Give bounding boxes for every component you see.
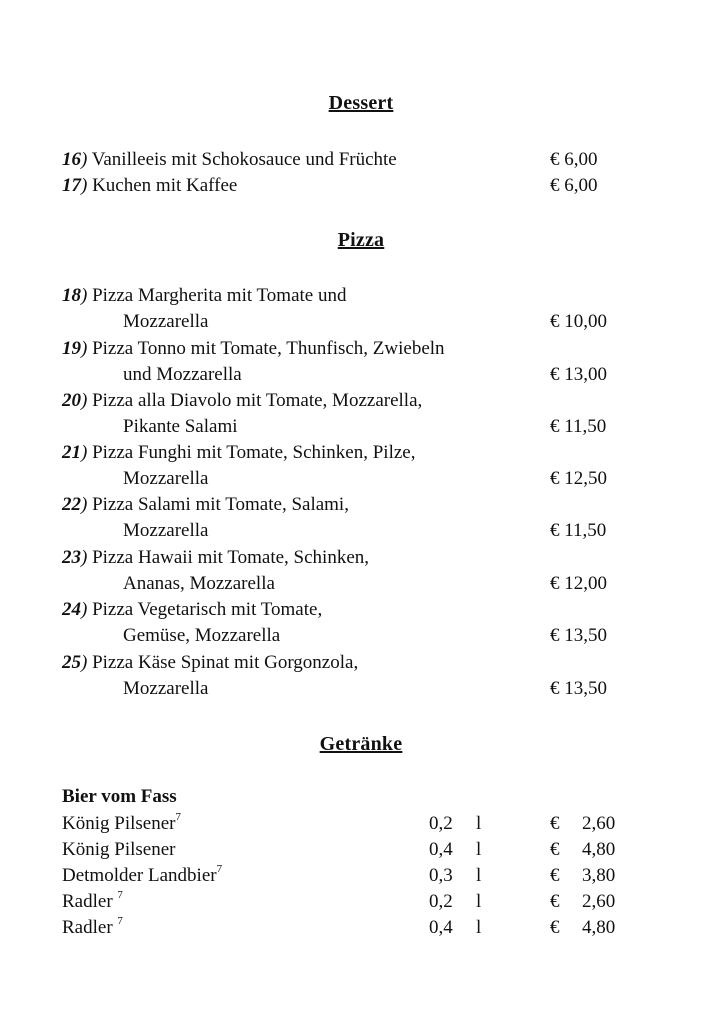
item-number: 20: [62, 390, 81, 411]
footnote-marker: 7: [216, 863, 223, 875]
item-price: € 13,50: [550, 625, 607, 646]
item-number: 19: [62, 338, 81, 359]
item-price: € 13,50: [550, 678, 607, 699]
drink-currency: €: [550, 839, 560, 860]
item-name: Pizza Hawaii mit Tomate, Schinken,: [92, 547, 369, 568]
item-price: € 13,00: [550, 364, 607, 385]
drink-price: 4,80: [582, 839, 616, 860]
item-price: € 6,00: [550, 175, 598, 196]
drink-price: 4,80: [582, 917, 616, 938]
drink-volume: 0,2: [429, 891, 453, 912]
item-name-continued: Gemüse, Mozzarella: [123, 625, 281, 646]
drink-currency: €: [550, 917, 560, 938]
item-name: Pizza alla Diavolo mit Tomate, Mozzarella,: [92, 390, 423, 411]
menu-item: 22) Pizza Salami mit Tomate, Salami,: [62, 494, 349, 515]
menu-item: 16) Vanilleeis mit Schokosauce und Früchte: [62, 149, 397, 170]
drink-unit: l: [476, 839, 482, 860]
item-number: 24: [62, 599, 81, 620]
menu-item: 17) Kuchen mit Kaffee: [62, 175, 238, 196]
menu-item: 23) Pizza Hawaii mit Tomate, Schinken,: [62, 547, 369, 568]
drink-currency: €: [550, 865, 560, 886]
item-price: € 11,50: [550, 416, 607, 437]
item-number: 18: [62, 285, 81, 306]
drink-price: 2,60: [582, 891, 616, 912]
item-name: Pizza Tonno mit Tomate, Thunfisch, Zwiebeln: [92, 338, 445, 359]
item-price: € 10,00: [550, 311, 607, 332]
item-price: € 6,00: [550, 149, 598, 170]
drink-name: Detmolder Landbier$^7$: [62, 863, 223, 886]
item-number: 16: [62, 149, 81, 170]
item-name-continued: Mozzarella: [123, 468, 209, 489]
item-name-continued: Mozzarella: [123, 311, 209, 332]
item-number: 17: [62, 175, 81, 196]
drink-volume: 0,3: [429, 865, 453, 886]
menu-item: 25) Pizza Käse Spinat mit Gorgonzola,: [62, 652, 359, 673]
item-name: Pizza Margherita mit Tomate und: [92, 285, 347, 306]
item-name-continued: Pikante Salami: [123, 416, 238, 437]
item-number: 21: [62, 442, 81, 463]
subheading-draft-beer: Bier vom Fass: [62, 786, 177, 807]
item-number: 22: [62, 494, 81, 515]
section-heading-pizza: Pizza: [337, 229, 385, 251]
item-name: Pizza Vegetarisch mit Tomate,: [92, 599, 323, 620]
drink-volume: 0,4: [429, 839, 453, 860]
drink-volume: 0,2: [429, 813, 453, 834]
item-name-continued: Mozzarella: [123, 520, 209, 541]
drink-unit: l: [476, 813, 482, 834]
drink-name: Radler $^7$: [62, 889, 123, 912]
menu-item: 24) Pizza Vegetarisch mit Tomate,: [62, 599, 323, 620]
footnote-marker: 7: [175, 811, 181, 823]
item-price: € 11,50: [550, 520, 607, 541]
item-name-continued: Ananas, Mozzarella: [123, 573, 275, 594]
menu-item: 19) Pizza Tonno mit Tomate, Thunfisch, Zwiebeln: [62, 338, 445, 359]
item-name: Kuchen mit Kaffee: [92, 175, 238, 196]
item-number: 25: [62, 652, 81, 673]
item-name: Pizza Käse Spinat mit Gorgonzola,: [92, 652, 359, 673]
item-name: Vanilleeis mit Schokosauce und Früchte: [91, 149, 397, 170]
footnote-marker: 7: [117, 889, 123, 901]
menu-item: 20) Pizza alla Diavolo mit Tomate, Mozzarella,: [62, 390, 423, 411]
menu-item: 18) Pizza Margherita mit Tomate und: [62, 285, 347, 306]
item-name: Pizza Funghi mit Tomate, Schinken, Pilze,: [92, 442, 416, 463]
section-heading-dessert: Dessert: [328, 92, 394, 114]
item-price: € 12,00: [550, 573, 607, 594]
drink-unit: l: [476, 865, 482, 886]
drink-price: 2,60: [582, 813, 616, 834]
menu-item: 21) Pizza Funghi mit Tomate, Schinken, Pilze,: [62, 442, 416, 463]
item-price: € 12,50: [550, 468, 607, 489]
drink-name: König Pilsener$^7$: [62, 811, 181, 834]
drink-unit: l: [476, 917, 482, 938]
item-name-continued: und Mozzarella: [123, 364, 242, 385]
footnote-marker: 7: [117, 915, 123, 927]
drink-unit: l: [476, 891, 482, 912]
drink-currency: €: [550, 891, 560, 912]
drink-name: Radler $^7$: [62, 915, 123, 938]
section-heading-drinks: Getränke: [319, 733, 403, 755]
item-name-continued: Mozzarella: [123, 678, 209, 699]
drink-currency: €: [550, 813, 560, 834]
item-name: Pizza Salami mit Tomate, Salami,: [92, 494, 349, 515]
drink-name: König Pilsener: [62, 839, 176, 860]
drink-price: 3,80: [582, 865, 616, 886]
item-number: 23: [62, 547, 81, 568]
drink-volume: 0,4: [429, 917, 453, 938]
